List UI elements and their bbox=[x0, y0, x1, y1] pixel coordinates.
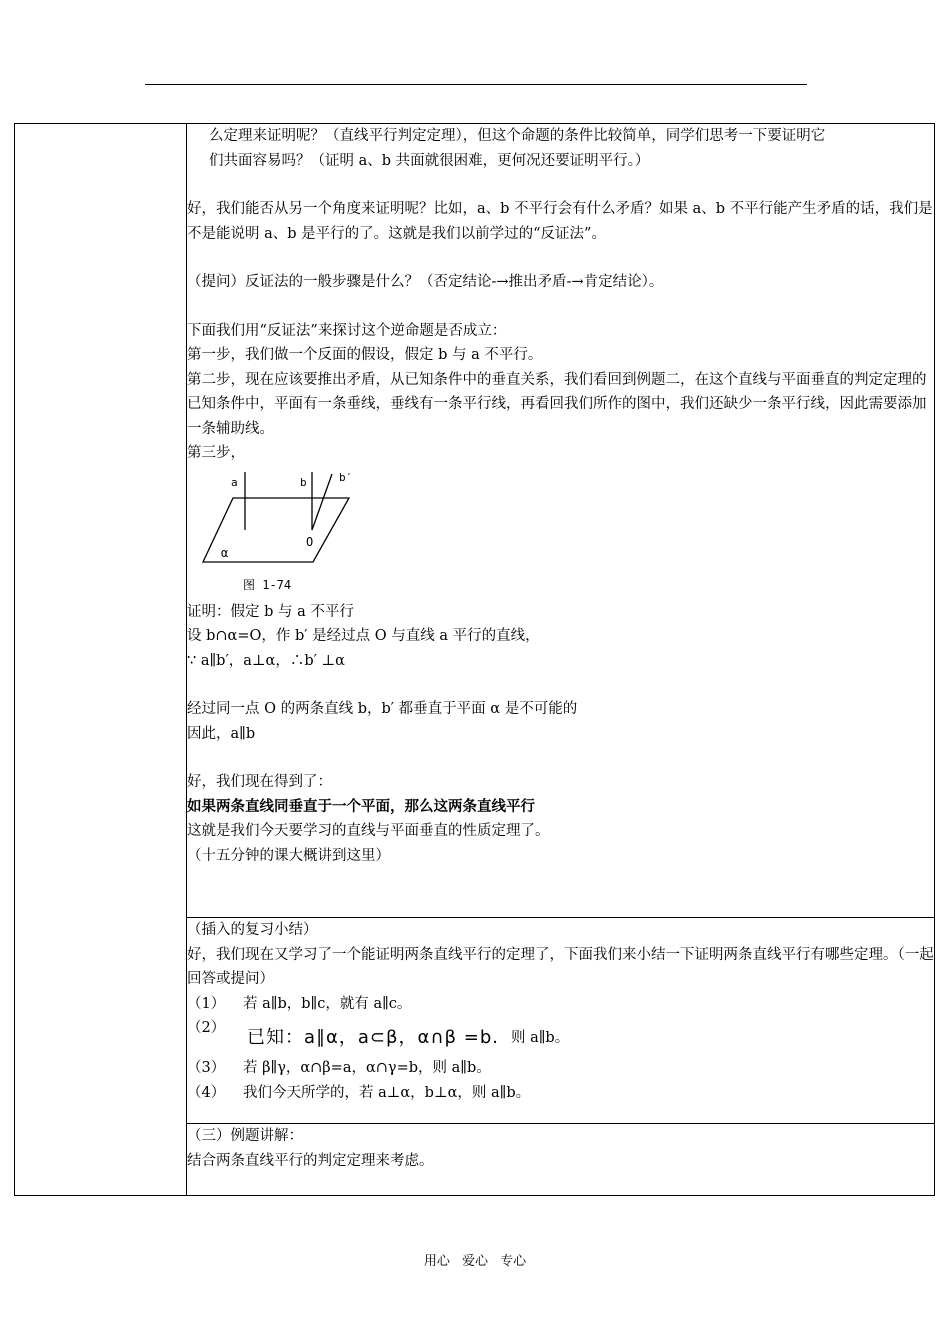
page-footer: 用心 爱心 专心 bbox=[423, 1254, 527, 1269]
example-title: （三）例题讲解： bbox=[187, 1128, 303, 1144]
review-title: （插入的复习小结） bbox=[187, 922, 318, 938]
figure-caption: 图 1-74 bbox=[243, 577, 292, 592]
intro-paragraph-2: 好，我们能否从另一个角度来证明呢？比如，a、b 不平行会有什么矛盾？如果 a、b 不平行能产生矛盾的话，我们是不是能说明 a、b 是平行的了。这就是我们以前学过的“反证法”。 bbox=[187, 201, 933, 242]
review-item-3 bbox=[187, 1056, 934, 1081]
label-b: b bbox=[300, 475, 307, 489]
example-cell bbox=[187, 1124, 935, 1196]
review-item-2 bbox=[187, 1016, 934, 1056]
theorem-statement: 如果两条直线同垂直于一个平面，那么这两条直线平行 bbox=[187, 797, 535, 815]
review-item-4 bbox=[187, 1081, 934, 1106]
label-a: a bbox=[231, 475, 238, 489]
intro-line-2: 们共面容易吗？（证明 a、b 共面就很困难，更何况还要证明平行。） bbox=[209, 152, 650, 169]
intro-line-1: 么定理来证明呢？（直线平行判定定理），但这个命题的条件比较简单，同学们思考一下要证明它 bbox=[209, 128, 826, 144]
main-content-cell bbox=[187, 124, 935, 918]
proof-line-5: 因此，a∥b bbox=[187, 725, 256, 742]
review-intro: 好，我们现在又学习了一个能证明两条直线平行的定理了，下面我们来小结一下证明两条直线平行有哪些定理。（一起回答或提问） bbox=[187, 946, 934, 987]
conclusion-line-1: 好，我们现在得到了： bbox=[187, 774, 332, 790]
proof-line-1: 证明：假定 b 与 a 不平行 bbox=[187, 603, 354, 620]
steps-lead: 下面我们用“反证法”来探讨这个逆命题是否成立： bbox=[187, 322, 507, 339]
review-item-number: （2） bbox=[187, 1020, 226, 1036]
plane-diagram bbox=[187, 468, 387, 578]
review-cell bbox=[187, 918, 935, 1124]
proof-line-2: 设 b∩α=O，作 b′ 是经过点 O 与直线 a 平行的直线， bbox=[187, 628, 540, 644]
review-item-number: （1） bbox=[187, 995, 226, 1012]
lesson-table bbox=[14, 123, 935, 1196]
conclusion-line-3: （十五分钟的课大概讲到这里） bbox=[187, 847, 390, 864]
header-rule bbox=[145, 84, 807, 85]
line-b-prime bbox=[312, 474, 332, 530]
proof-line-4: 经过同一点 O 的两条直线 b，b′ 都垂直于平面 α 是不可能的 bbox=[187, 701, 578, 717]
review-item-text: 若 β∥γ，α∩β=a，α∩γ=b，则 a∥b。 bbox=[243, 1060, 491, 1076]
label-o: O bbox=[306, 534, 314, 549]
label-b-prime: b′ bbox=[339, 470, 353, 484]
proof-line-3: ∵ a∥b′，a⊥α，∴b′ ⊥α bbox=[187, 652, 345, 669]
left-column bbox=[15, 124, 187, 1196]
review-item-text: 若 a∥b，b∥c，就有 a∥c。 bbox=[243, 995, 412, 1012]
review-item-text: 我们今天所学的，若 a⊥α，b⊥α，则 a∥b。 bbox=[243, 1084, 531, 1101]
step-two: 第二步，现在应该要推出矛盾，从已知条件中的垂直关系，我们看回到例题二，在这个直线与平面垂直的判定定理的已知条件中，平面有一条垂线，垂线有一条平行线，再看回我们所作的图中，我们还缺少一条平行线，因此需要添加一条辅助线。 bbox=[187, 371, 927, 437]
example-text: 结合两条直线平行的判定定理来考虑。 bbox=[187, 1152, 434, 1169]
label-alpha: α bbox=[221, 545, 229, 560]
conclusion-line-2: 这就是我们今天要学习的直线与平面垂直的性质定理了。 bbox=[187, 823, 550, 839]
review-item-1 bbox=[187, 992, 934, 1017]
review-item-number: （4） bbox=[187, 1084, 226, 1101]
review-item-tail: 则 a∥b。 bbox=[510, 1029, 570, 1046]
step-three: 第三步， bbox=[187, 445, 245, 461]
figure-1-74 bbox=[187, 468, 387, 594]
step-one: 第一步，我们做一个反面的假设，假定 b 与 a 不平行。 bbox=[187, 347, 543, 363]
review-item-number: （3） bbox=[187, 1060, 226, 1076]
review-formula: 已知：a∥α，a⊂β，α∩β =b. bbox=[247, 1027, 499, 1048]
intro-question: （提问）反证法的一般步骤是什么？（否定结论-→推出矛盾-→肯定结论）。 bbox=[187, 274, 664, 290]
